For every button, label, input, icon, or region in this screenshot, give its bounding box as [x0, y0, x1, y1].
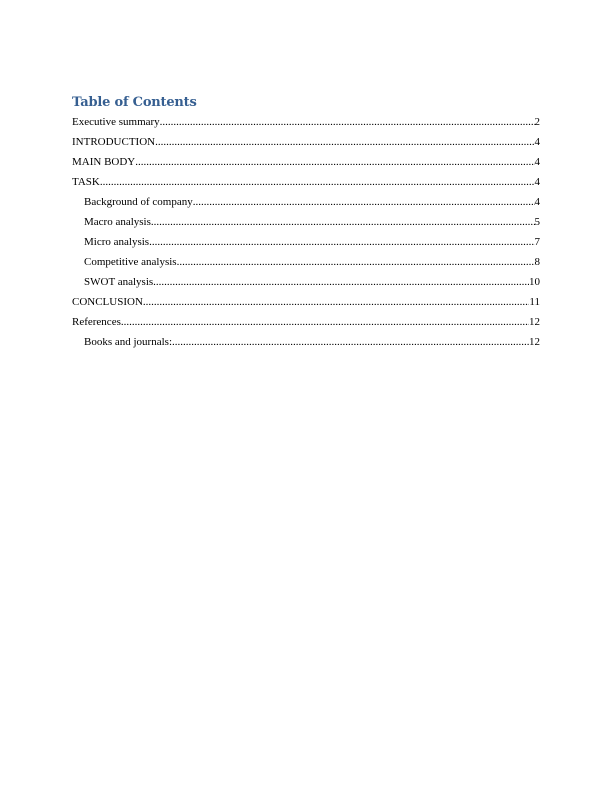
toc-entry-macro-analysis[interactable] — [72, 216, 540, 236]
toc-entry-label: Executive summary — [72, 116, 160, 128]
toc-entry-books-and-journals[interactable] — [72, 336, 540, 356]
toc-entry-page: 11 — [529, 296, 540, 308]
toc-entry-page: 4 — [534, 136, 540, 148]
toc-entry-label: TASK — [72, 176, 100, 188]
toc-dot-leader — [160, 116, 535, 129]
toc-list — [72, 116, 540, 356]
toc-entry-task[interactable] — [72, 176, 540, 196]
toc-dot-leader — [155, 136, 534, 149]
toc-entry-page: 4 — [534, 156, 540, 168]
toc-dot-leader — [172, 336, 529, 349]
toc-entry-page: 7 — [534, 236, 540, 248]
toc-entry-introduction[interactable] — [72, 136, 540, 156]
toc-entry-label: MAIN BODY — [72, 156, 136, 168]
toc-entry-page: 2 — [534, 116, 540, 128]
toc-entry-page: 5 — [534, 216, 540, 228]
toc-dot-leader — [149, 236, 534, 249]
toc-entry-competitive-analysis[interactable] — [72, 256, 540, 276]
toc-entry-references[interactable] — [72, 316, 540, 336]
toc-dot-leader — [143, 296, 530, 309]
toc-entry-main-body[interactable] — [72, 156, 540, 176]
toc-dot-leader — [121, 316, 529, 329]
toc-entry-label: Books and journals: — [84, 336, 172, 348]
toc-entry-background-of-company[interactable] — [72, 196, 540, 216]
toc-dot-leader — [151, 216, 535, 229]
toc-entry-page: 4 — [534, 176, 540, 188]
toc-dot-leader — [135, 156, 534, 169]
toc-entry-page: 12 — [529, 336, 540, 348]
toc-entry-executive-summary[interactable] — [72, 116, 540, 136]
toc-entry-label: Macro analysis — [84, 216, 151, 228]
toc-entry-label: References — [72, 316, 121, 328]
toc-entry-label: INTRODUCTION — [72, 136, 156, 148]
toc-entry-label: Competitive analysis — [84, 256, 177, 268]
toc-entry-swot-analysis[interactable] — [72, 276, 540, 296]
toc-entry-micro-analysis[interactable] — [72, 236, 540, 256]
toc-dot-leader — [100, 176, 535, 189]
toc-entry-label: Micro analysis — [84, 236, 150, 248]
toc-dot-leader — [177, 256, 535, 269]
toc-entry-page: 4 — [534, 196, 540, 208]
toc-entry-page: 8 — [534, 256, 540, 268]
toc-entry-label: CONCLUSION — [72, 296, 143, 308]
toc-entry-label: Background of company — [84, 196, 193, 208]
toc-dot-leader — [153, 276, 529, 289]
toc-entry-page: 12 — [529, 316, 540, 328]
toc-entry-label: SWOT analysis — [84, 276, 154, 288]
toc-title: Table of Contents — [72, 95, 197, 110]
toc-entry-page: 10 — [529, 276, 540, 288]
toc-dot-leader — [193, 196, 535, 209]
toc-entry-conclusion[interactable] — [72, 296, 540, 316]
